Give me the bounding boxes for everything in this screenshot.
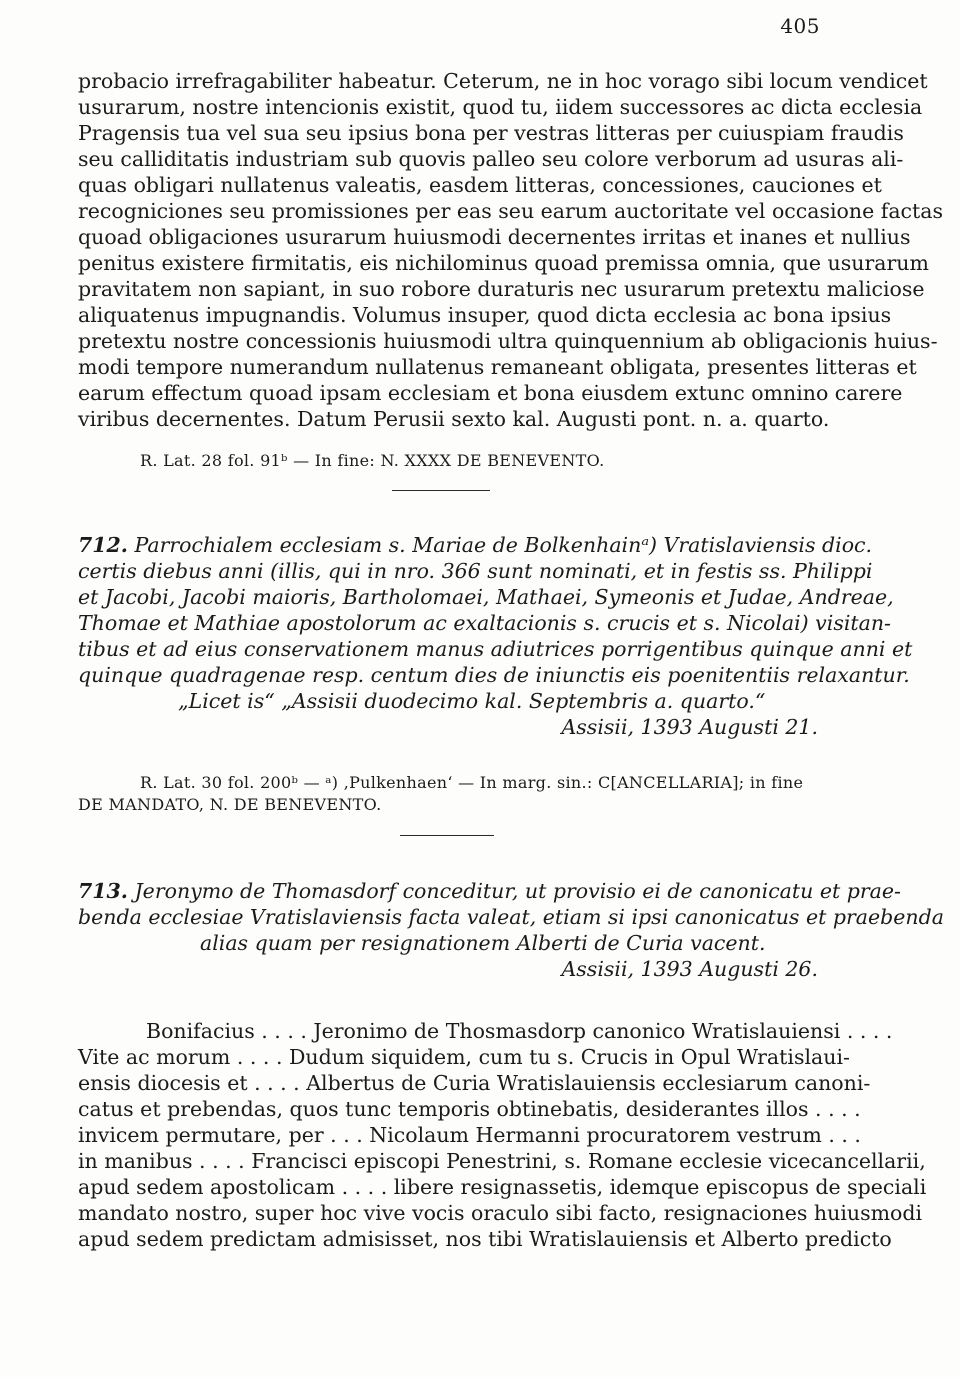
text-line: in manibus . . . . Francisci episcopi Penestrini, s. Romane ecclesie vicecancellarii, bbox=[78, 1149, 926, 1173]
text-line: quas obligari nullatenus valeatis, easdem litteras, concessiones, cauciones et bbox=[78, 173, 882, 197]
entry-incipit: „Licet is“ „Assisii duodecimo kal. Septembris a. quarto.“ bbox=[178, 689, 766, 713]
entry-summary-line: tibus et ad eius conservationem manus adiutrices porrigentibus quinque anni et bbox=[78, 637, 913, 661]
page-number: 405 bbox=[780, 14, 820, 38]
entry-date: Assisii, 1393 Augusti 26. bbox=[561, 957, 818, 981]
entry-number: 712. bbox=[78, 533, 128, 557]
section-divider bbox=[392, 490, 490, 491]
section-divider bbox=[400, 835, 494, 836]
entry-summary-line: alias quam per resignationem Alberti de Curia vacent. bbox=[200, 931, 766, 955]
text-line: mandato nostro, super hoc vive vocis oraculo sibi facto, resignaciones huiusmodi bbox=[78, 1201, 923, 1225]
entry-summary-line: certis diebus anni (illis, qui in nro. 366 sunt nominati, et in festis ss. Philippi bbox=[78, 559, 873, 583]
text-line: viribus decernentes. Datum Perusii sexto kal. Augusti pont. n. a. quarto. bbox=[78, 407, 830, 431]
text-line: invicem permutare, per . . . Nicolaum Hermanni procuratorem vestrum . . . bbox=[78, 1123, 861, 1147]
source-note: R. Lat. 30 fol. 200ᵇ — ᵃ) ‚Pulkenhaen‘ — In marg. sin.: C[ANCELLARIA]; in fine bbox=[140, 773, 804, 792]
text-line: aliquatenus impugnandis. Volumus insuper, quod dicta ecclesia ac bona ipsius bbox=[78, 303, 892, 327]
text-line: earum effectum quoad ipsam ecclesiam et bona eiusdem extunc omnino carere bbox=[78, 381, 903, 405]
entry-number: 713. bbox=[78, 879, 128, 903]
entry-summary-line: benda ecclesiae Vratislaviensis facta valeat, etiam si ipsi canonicatus et praebenda bbox=[78, 905, 944, 929]
text-line: Vite ac morum . . . . Dudum siquidem, cum tu s. Crucis in Opul Wratislaui- bbox=[78, 1045, 850, 1069]
text-line: ensis diocesis et . . . . Albertus de Curia Wratislauiensis ecclesiarum canoni- bbox=[78, 1071, 871, 1095]
entry-summary-line bbox=[78, 878, 901, 904]
text-line: catus et prebendas, quos tunc temporis obtinebatis, desiderantes illos . . . . bbox=[78, 1097, 861, 1121]
text-line: pretextu nostre concessionis huiusmodi ultra quinquennium ab obligacionis huius- bbox=[78, 329, 938, 353]
text-line: apud sedem apostolicam . . . . libere resignassetis, idemque episcopus de speciali bbox=[78, 1175, 927, 1199]
entry-summary-line: quinque quadragenae resp. centum dies de iniunctis eis poenitentiis relaxantur. bbox=[78, 663, 910, 687]
text-line: seu calliditatis industriam sub quovis palleo seu colore verborum ad usuras ali- bbox=[78, 147, 904, 171]
text-line: quoad obligaciones usurarum huiusmodi decernentes irritas et inanes et nullius bbox=[78, 225, 911, 249]
text-line: probacio irrefragabiliter habeatur. Ceterum, ne in hoc vorago sibi locum vendicet bbox=[78, 69, 928, 93]
text-line: recogniciones seu promissiones per eas seu earum auctoritate vel occasione factas bbox=[78, 199, 944, 223]
source-note: DE MANDATO, N. DE BENEVENTO. bbox=[78, 795, 382, 814]
entry-summary-line: Thomae et Mathiae apostolorum ac exaltacionis s. crucis et s. Nicolai) visitan- bbox=[78, 611, 891, 635]
entry-date: Assisii, 1393 Augusti 21. bbox=[561, 715, 818, 739]
text-line: penitus existere firmitatis, eis nichilominus quoad premissa omnia, que usurarum bbox=[78, 251, 929, 275]
text-line: modi tempore numerandum nullatenus remaneant obligata, presentes litteras et bbox=[78, 355, 917, 379]
entry-summary-line bbox=[78, 532, 873, 558]
text-line: pravitatem non sapiant, in suo robore duraturis nec usurarum pretextu maliciose bbox=[78, 277, 925, 301]
text-line: Bonifacius . . . . Jeronimo de Thosmasdorp canonico Wratislauiensi . . . . bbox=[146, 1019, 893, 1043]
text-line: Pragensis tua vel sua seu ipsius bona per vestras litteras per cuiuspiam fraudis bbox=[78, 121, 904, 145]
entry-summary-text: Parrochialem ecclesiam s. Mariae de Bolkenhainᵃ) Vratislaviensis dioc. bbox=[134, 533, 873, 557]
entry-summary-line: et Jacobi, Jacobi maioris, Bartholomaei, Mathaei, Symeonis et Judae, Andreae, bbox=[78, 585, 894, 609]
text-line: usurarum, nostre intencionis existit, quod tu, iidem successores ac dicta ecclesia bbox=[78, 95, 923, 119]
text-line: apud sedem predictam admisisset, nos tibi Wratislauiensis et Alberto predicto bbox=[78, 1227, 892, 1251]
entry-summary-text: Jeronymo de Thomasdorf conceditur, ut provisio ei de canonicatu et prae- bbox=[134, 879, 901, 903]
source-note: R. Lat. 28 fol. 91ᵇ — In fine: N. XXXX DE BENEVENTO. bbox=[140, 451, 605, 470]
